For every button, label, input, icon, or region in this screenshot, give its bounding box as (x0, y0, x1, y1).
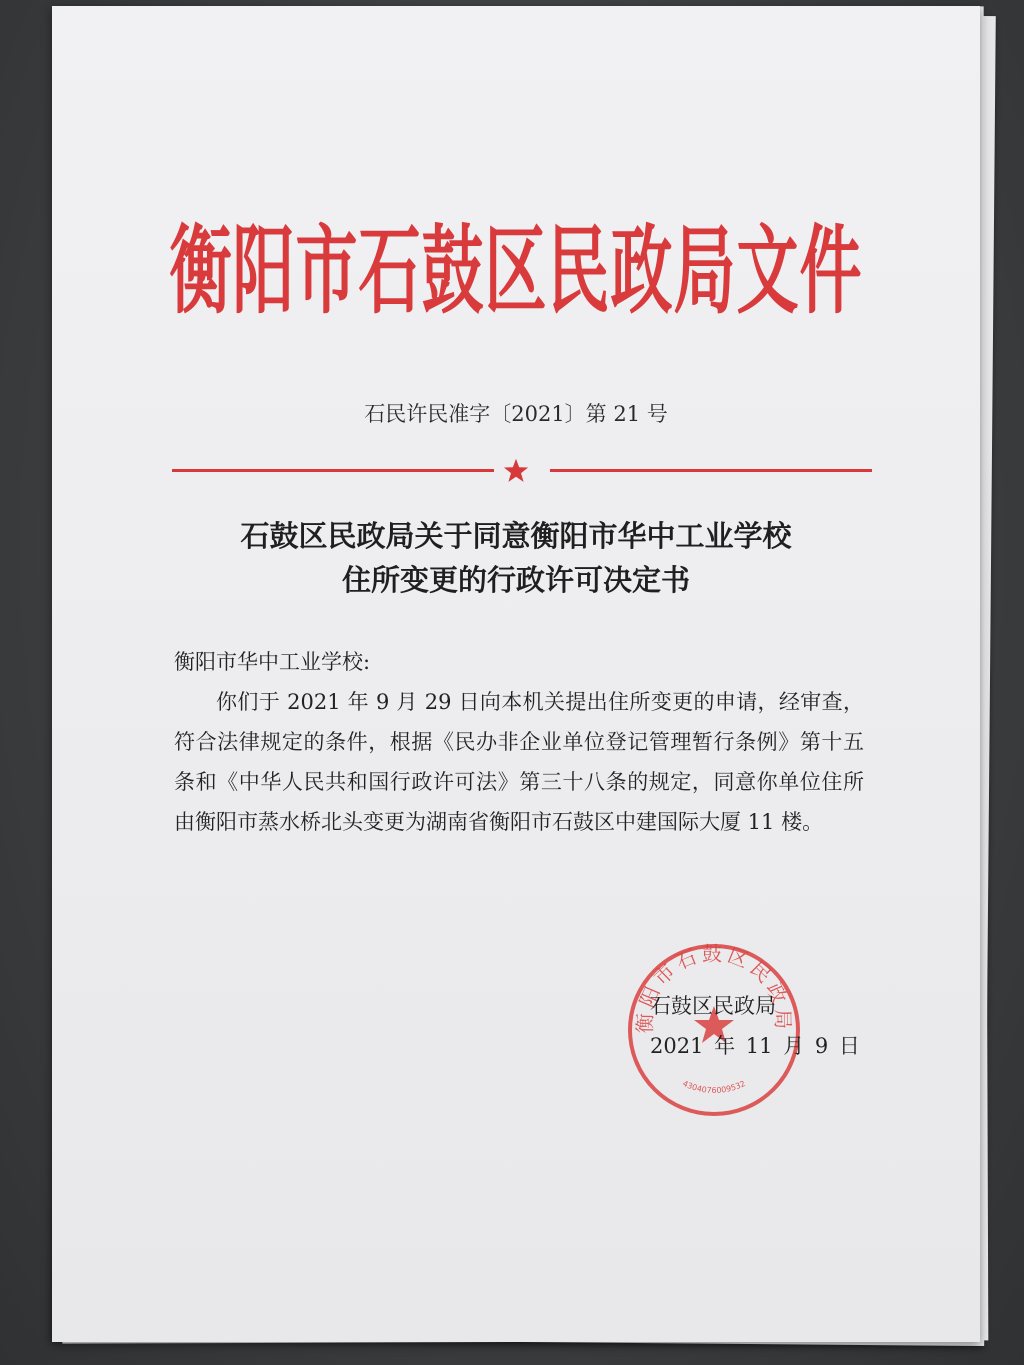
title-line: 石鼓区民政局关于同意衡阳市华中工业学校 (240, 519, 792, 553)
document-page (52, 6, 980, 1342)
signature-date: 2021 年 11 月 9 日 (650, 1034, 860, 1058)
red-rule-right (550, 469, 872, 472)
title-line: 住所变更的行政许可决定书 (341, 563, 690, 597)
document-title (52, 514, 980, 602)
document-masthead: 衡阳市石鼓区民政局文件 (169, 214, 863, 328)
red-rule-left (172, 469, 494, 472)
signature-organization: 石鼓区民政局 (650, 994, 776, 1018)
svg-text:4304076009532: 4304076009532 (681, 1078, 747, 1096)
salutation: 衡阳市华中工业学校: (174, 650, 371, 674)
document-body (174, 642, 864, 842)
document-number: 石民许民准字〔2021〕第 21 号 (364, 402, 668, 426)
svg-text:衡阳市石鼓区民政局: 衡阳市石鼓区民政局 (632, 941, 796, 1034)
body-paragraph: 你们于 2021 年 9 月 29 日向本机关提出住所变更的申请，经审查，符合法律规定的条件，根据《民办非企业单位登记管理暂行条例》第十五条和《中华人民共和国行政许可法》第三十八条的规定，同意你单位住所由衡阳市蒸水桥北头变更为湖南省衡阳市石鼓区中建国际大厦 11 楼。 (174, 690, 864, 834)
red-star-icon (502, 457, 530, 485)
